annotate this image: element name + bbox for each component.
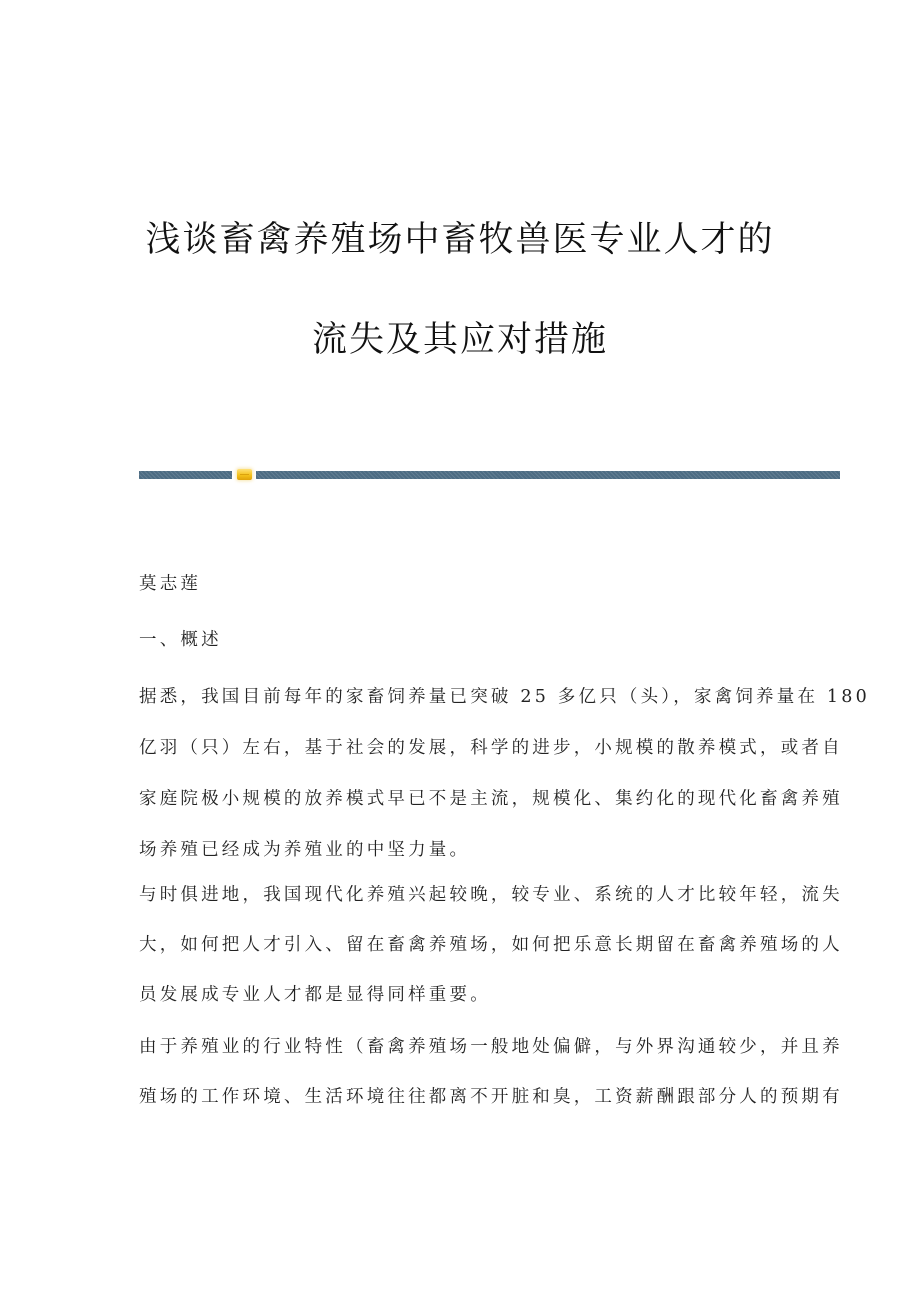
paragraph-line: 由于养殖业的行业特性（畜禽养殖场一般地处偏僻，与外界沟通较少，并且养 bbox=[139, 1037, 843, 1057]
paragraph-line: 亿羽（只）左右，基于社会的发展，科学的进步，小规模的散养模式，或者自 bbox=[139, 738, 843, 758]
paragraph-line: 殖场的工作环境、生活环境往往都离不开脏和臭，工资薪酬跟部分人的预期有 bbox=[139, 1087, 843, 1107]
author-name bbox=[139, 570, 779, 595]
paragraph-line: 家庭院极小规模的放养模式早已不是主流，规模化、集约化的现代化畜禽养殖 bbox=[139, 789, 843, 809]
section-heading bbox=[139, 626, 779, 651]
paragraph-line: 据悉，我国目前每年的家畜饲养量已突破 25 多亿只（头），家禽饲养量在 180 bbox=[139, 687, 870, 707]
divider-bar-left bbox=[139, 471, 232, 479]
section-heading-text: 一、概述 bbox=[139, 630, 222, 650]
document-title-line-2: 流失及其应对措施 bbox=[311, 320, 608, 360]
document-title-line-1: 浅谈畜禽养殖场中畜牧兽医专业人才的 bbox=[145, 220, 775, 260]
paragraph-line: 员发展成专业人才都是显得同样重要。 bbox=[139, 985, 491, 1005]
divider-bar-right bbox=[256, 471, 840, 479]
divider-ornament-icon bbox=[237, 469, 252, 480]
paragraph-line: 与时俱进地，我国现代化养殖兴起较晚，较专业、系统的人才比较年轻，流失 bbox=[139, 885, 843, 905]
paragraph-line: 大，如何把人才引入、留在畜禽养殖场，如何把乐意长期留在畜禽养殖场的人 bbox=[139, 935, 843, 955]
paragraph-line: 场养殖已经成为养殖业的中坚力量。 bbox=[139, 840, 471, 860]
author-text: 莫志莲 bbox=[139, 574, 202, 594]
